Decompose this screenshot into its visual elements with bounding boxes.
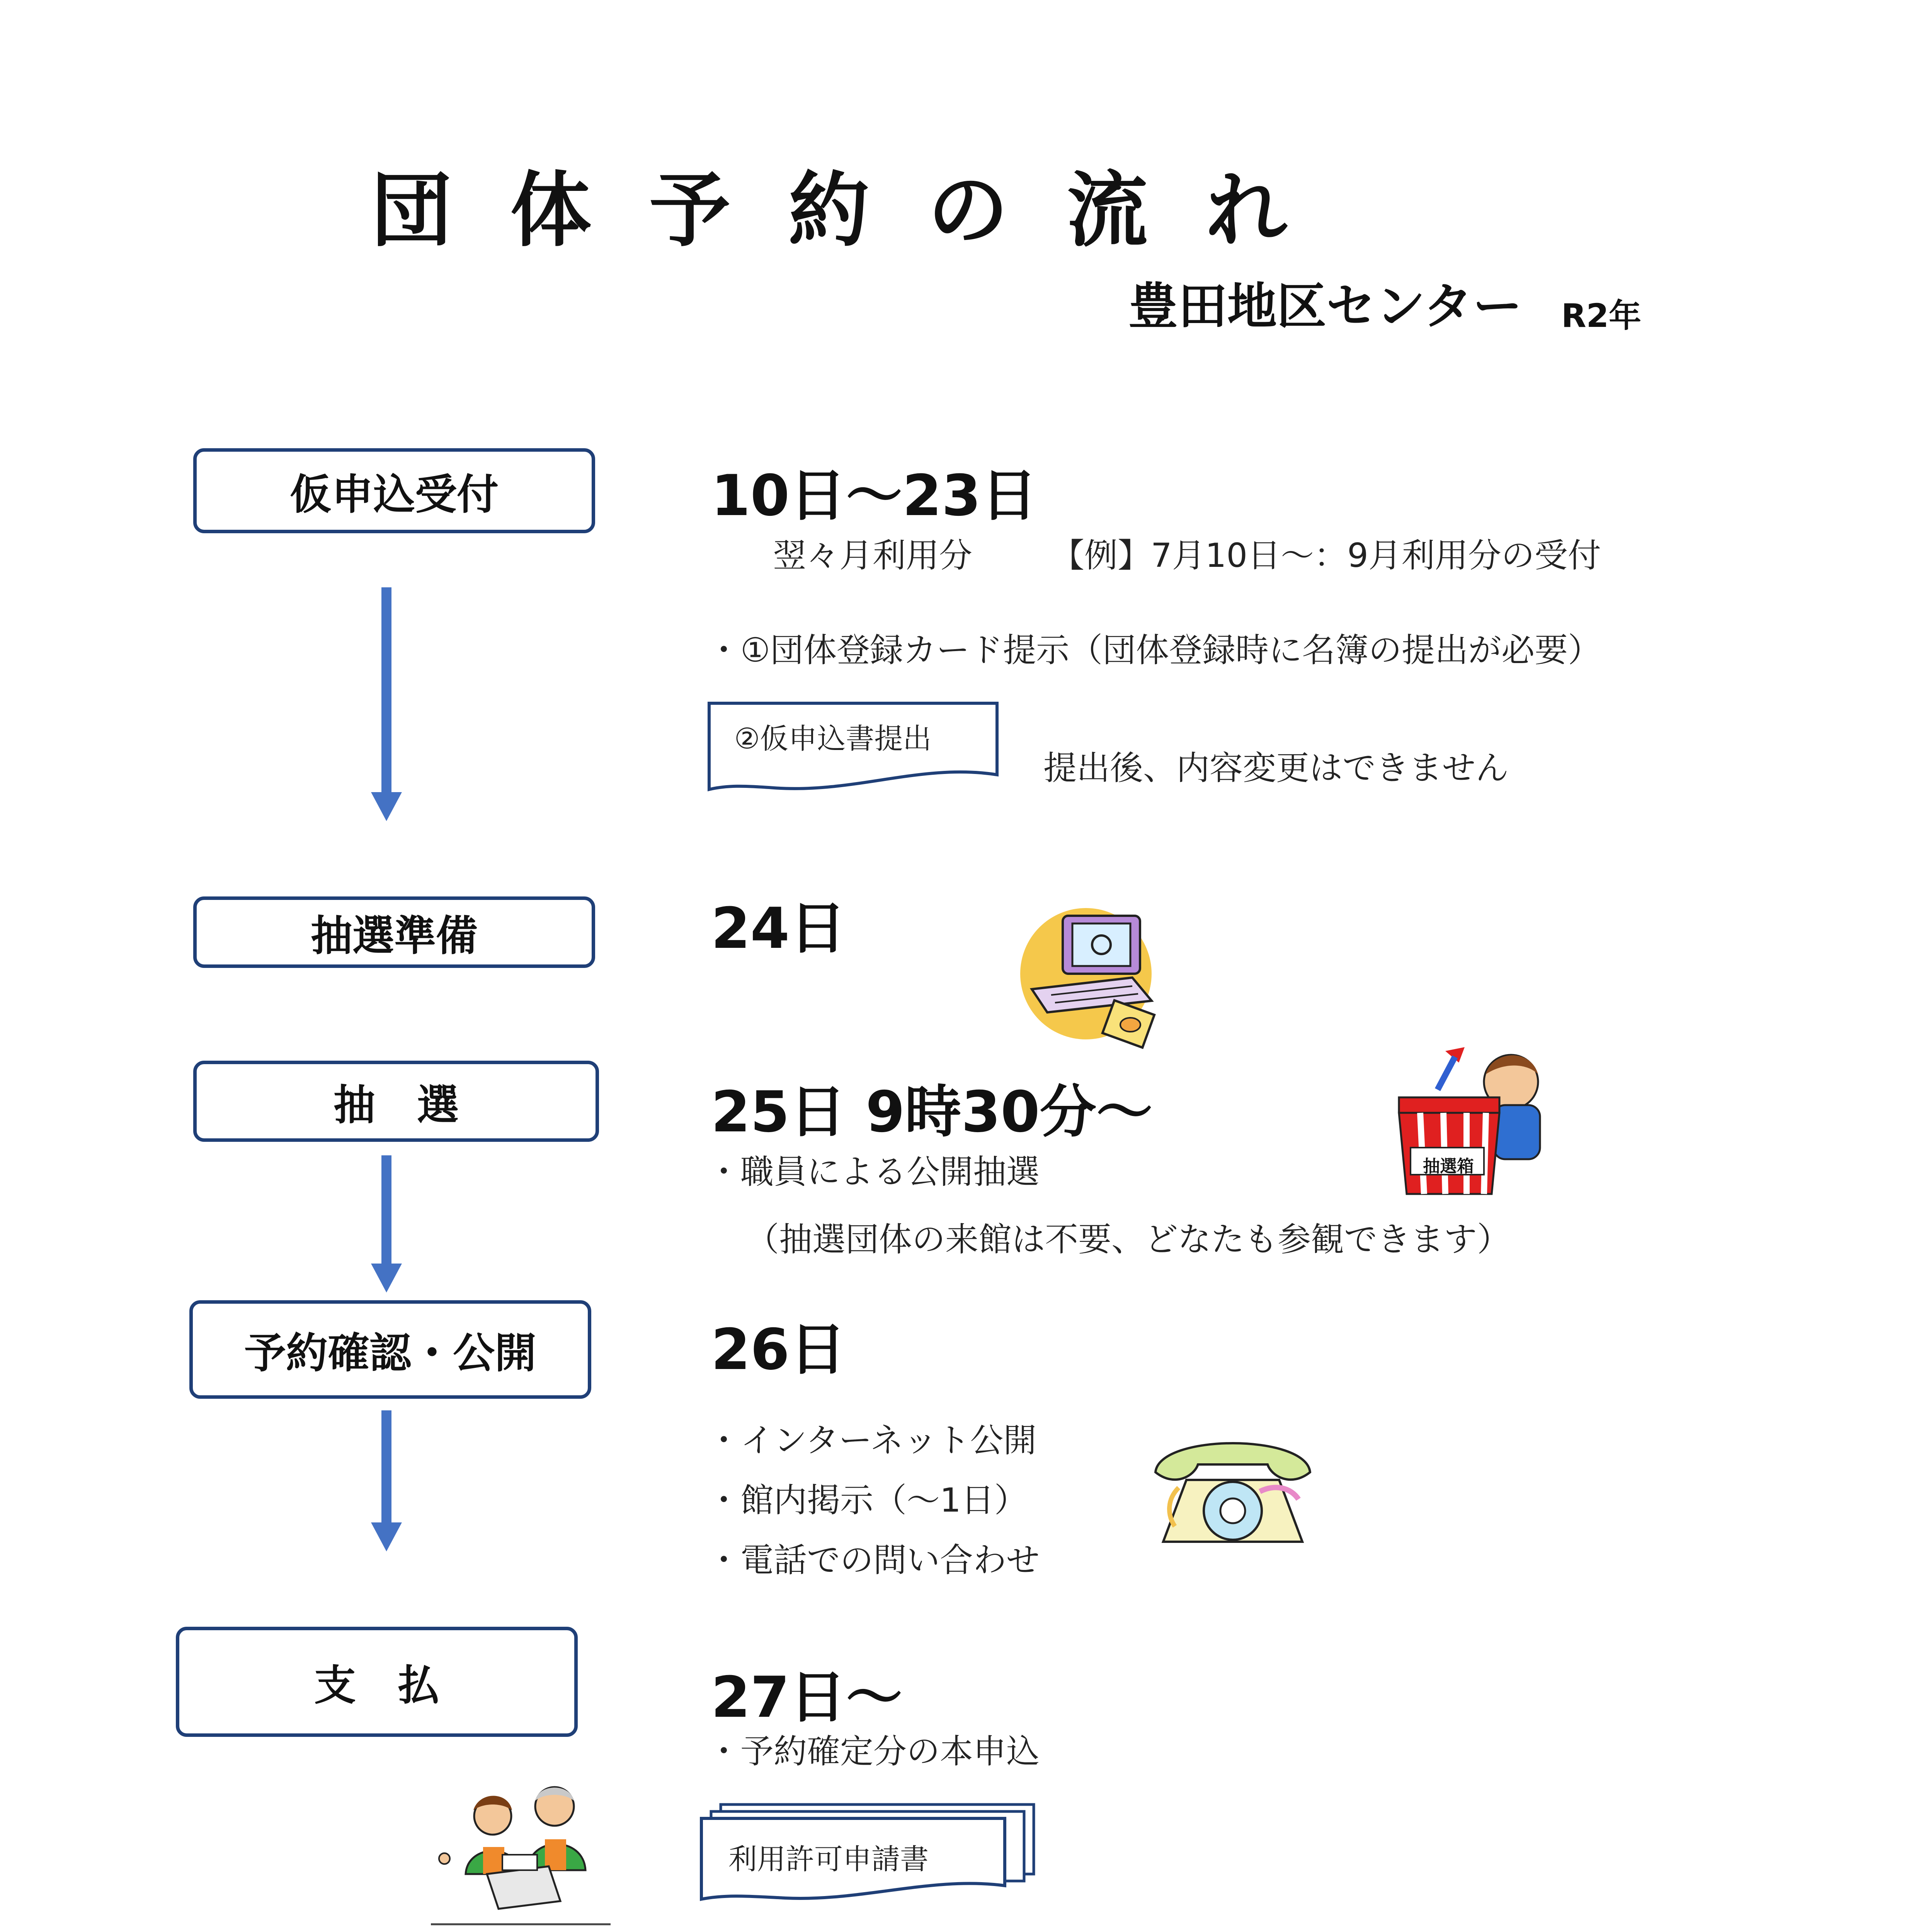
lottery-box-clipart-icon [1387,1039,1550,1202]
flow-arrow-3 [363,1410,410,1553]
internet-publication-bullet: ・インターネット公開 [707,1421,1037,1460]
example-text: 【例】7月10日～：9月利用分の受付 [1051,536,1601,575]
in-house-posting-bullet: ・館内掲示（～1日） [707,1481,1028,1520]
step-box-payment: 支 払 [176,1627,578,1737]
flow-arrow-2 [363,1155,410,1294]
telephone-clipart-icon [1144,1426,1322,1553]
flow-arrow-1 [363,587,410,823]
step-box-lottery: 抽 選 [193,1061,599,1142]
step-date: 26日 [711,1317,846,1383]
cashier-staff-clipart-icon [429,1774,622,1928]
step-box-provisional-application: 仮申込受付 [193,448,595,533]
lottery-box-label: 抽選箱 [1423,1156,1474,1176]
step-box-reservation-confirmation: 予約確認・公開 [189,1300,591,1399]
permit-application-label: 利用許可申請書 [728,1843,929,1876]
no-change-note: 提出後、内容変更はできません [1043,749,1509,787]
page-title: 団体予約の流れ [371,163,1345,258]
public-lottery-bullet: ・職員による公開抽選 [707,1153,1040,1191]
step-date: 10日～23日 [711,463,1038,529]
document-label: ②仮申込書提出 [734,722,932,755]
step-date: 24日 [711,896,846,961]
computer-clipart-icon [1016,900,1171,1059]
phone-inquiry-bullet: ・電話での問い合わせ [707,1541,1040,1580]
step-date: 25日 9時30分～ [711,1079,1153,1145]
requirement-bullet: ・①団体登録カード提示（団体登録時に名簿の提出が必要） [707,631,1601,670]
year-label: R2年 [1561,297,1642,335]
organization-name: 豊田地区センター [1128,278,1522,335]
lottery-note: （抽選団体の来館は不要、どなたも参観できます） [746,1220,1510,1259]
step-box-lottery-preparation: 抽選準備 [193,896,595,968]
main-application-bullet: ・予約確定分の本申込 [707,1732,1040,1771]
step-date: 27日～ [711,1665,903,1730]
usage-period-text: 翌々月利用分 [773,536,972,575]
